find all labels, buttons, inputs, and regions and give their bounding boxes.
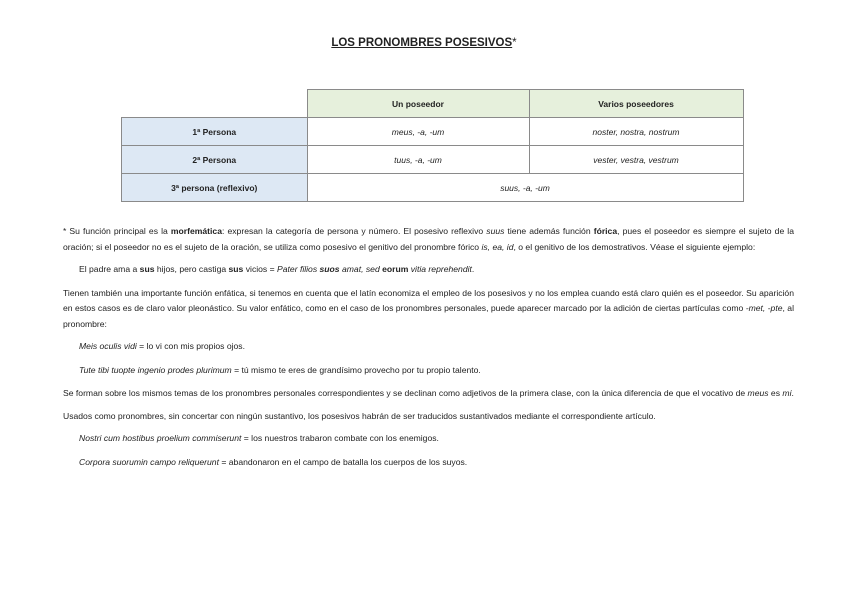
body-text [63,224,794,478]
example-3: Tute tibi tuopte ingenio prodes plurimum = tú mismo te eres de grandísimo provecho por tu propio talento. [79,364,481,375]
example-4: Nostri cum hostibus proelium commiserunt = los nuestros trabaron combate con los enemigos. [79,433,439,443]
title-text: LOS PRONOMBRES POSESIVOS [331,37,513,49]
page-title [0,37,848,49]
row-label: 3ª persona (reflexivo) [122,174,308,202]
table-cell: meus, -a, -um [307,118,529,146]
table-corner [122,90,308,118]
paragraph-forms: Se forman sobre los mismos temas de los pronombres personales correspondientes y se declinan como adjetivos de la primera clase, con la única diferencia de que el vocativo de meus es mi. [63,388,794,398]
table-row [122,146,744,174]
title-asterisk: * [512,37,517,49]
table-cell: noster, nostra, nostrum [529,118,743,146]
table-row [122,174,744,202]
header-several-possessors: Varios poseedores [529,90,743,118]
table-header-row [122,90,744,118]
paragraph-function: * Su función principal es la morfemática: expresan la categoría de persona y número. El posesivo reflexivo suus tiene además función fórica, pues el poseedor es siempre el sujeto de la oración; si el poseedor no es el sujeto de la oración, se utiliza como posesivo el genitivo del pronombre fórico is, ea, id, o el genitivo de los demostrativos. Véase el siguiente ejemplo: [63,226,794,252]
pronoun-table [121,89,744,202]
paragraph-usage: Usados como pronombres, sin concertar con ningún sustantivo, los posesivos habrán de ser traducidos sustantivados mediante el correspondiente artículo. [63,410,656,421]
header-one-possessor: Un poseedor [307,90,529,118]
row-label: 1ª Persona [122,118,308,146]
table-cell: tuus, -a, -um [307,146,529,174]
table-row [122,118,744,146]
example-2: Meis oculis vidi = lo vi con mis propios ojos. [79,341,245,351]
example-5: Corpora suorumin campo reliquerunt = abandonaron en el campo de batalla los cuerpos de los suyos. [79,456,468,467]
table-cell: vester, vestra, vestrum [529,146,743,174]
row-label: 2ª Persona [122,146,308,174]
paragraph-emphatic: Tienen también una importante función enfática, si tenemos en cuenta que el latín economiza el empleo de los posesivos y no los emplea cuando está claro quién es el poseedor. Su aparición en estos casos es de claro valor pleonástico. Su valor enfático, como en el caso de los pronombres personales, puede aparecer marcado por la adición de ciertas partículas como -met, -pte, al pronombre: [63,287,794,329]
table-cell-merged: suus, -a, -um [307,174,743,202]
example-1: El padre ama a sus hijos, pero castiga sus vicios = Pater filios suos amat, sed eorum vitia reprehendit. [79,264,475,274]
